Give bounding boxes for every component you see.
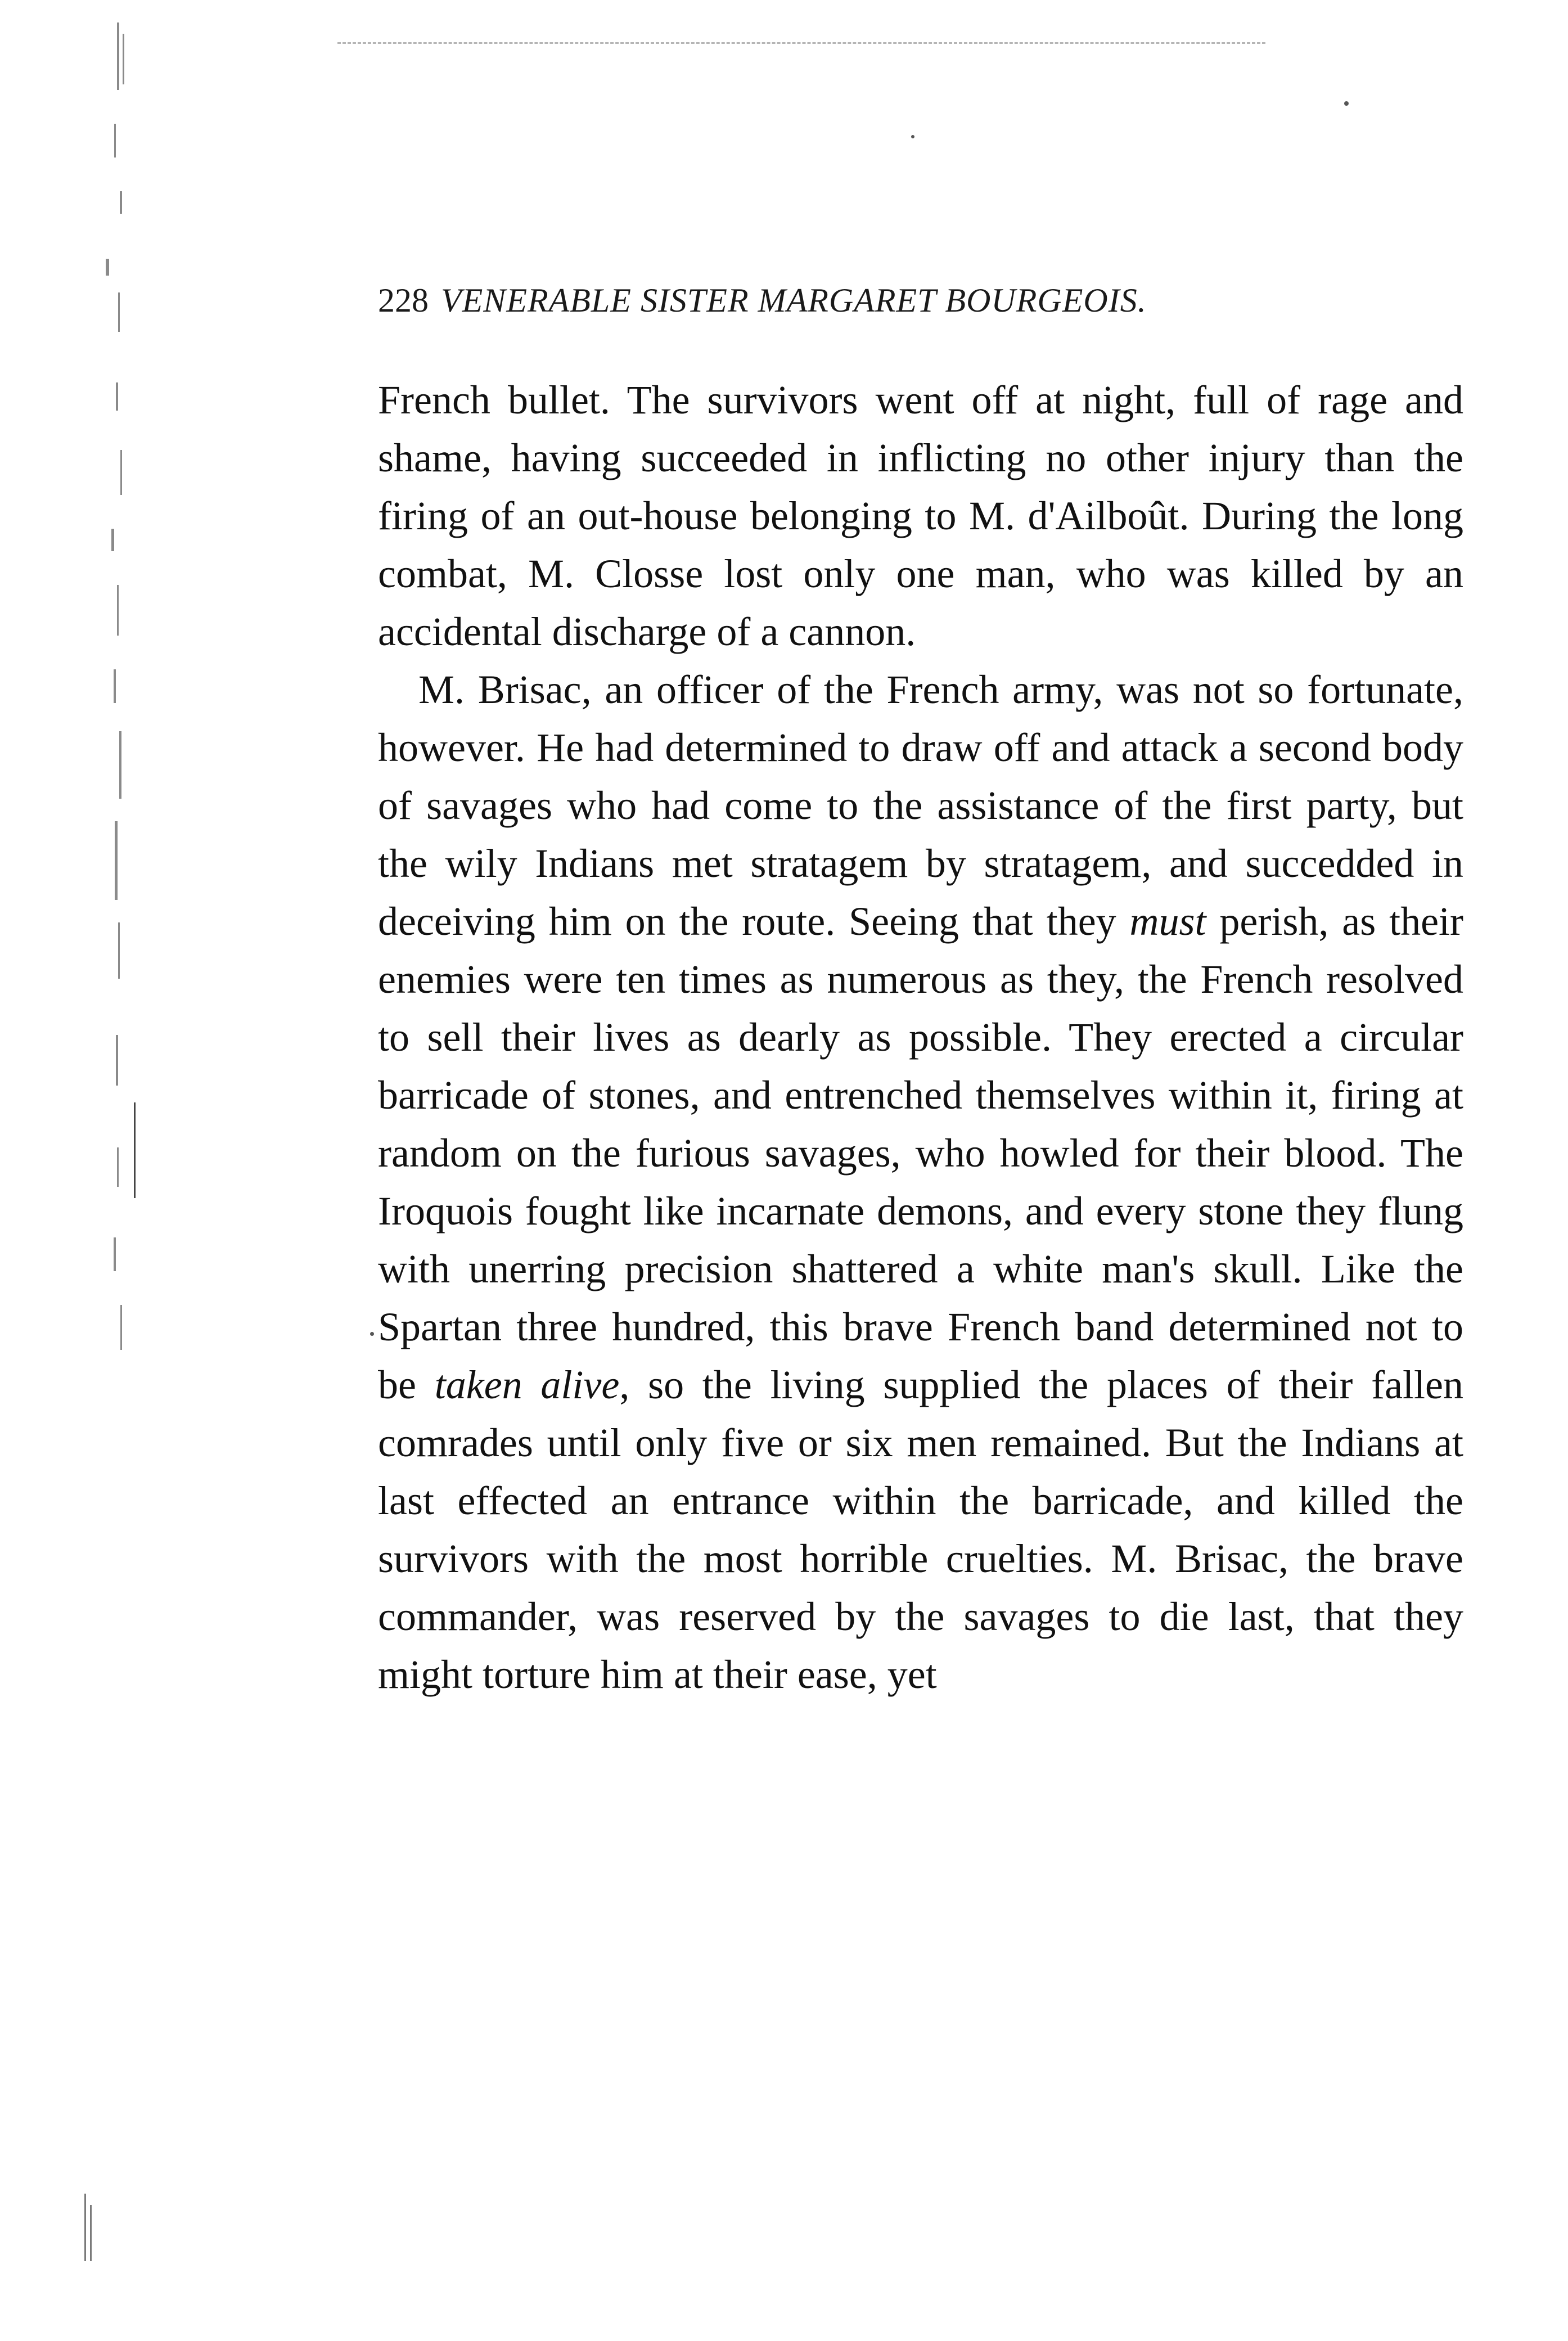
running-head bbox=[378, 281, 1447, 320]
scan-top-edge-line bbox=[337, 42, 1265, 44]
page-number: 228 bbox=[378, 282, 429, 319]
scan-speck bbox=[911, 135, 914, 138]
binding-gutter-marks-lower bbox=[84, 2194, 107, 2272]
italic-text-run: must bbox=[1129, 899, 1206, 944]
text-run: perish, as their enemies were ten times as numerous as they, the French resolved to sell their lives as dearly as possible. They erected a circular barricade of stones, and entrenched themselves within it, firing at random on the furious savages, who howled for their blood. The Iroquois fought like incarnate demons, and every stone they flung with unerring precision shattered a white man's skull. Like the Spartan three hundred, this brave French band determined not to be bbox=[378, 899, 1464, 1407]
paragraph bbox=[378, 661, 1463, 1704]
text-run: , so the living supplied the places of their fallen comrades until only five or six men remained. But the Indians at last effected an entrance within the barricade, and killed the survivors with the most horrible cruelties. M. Brisac, the brave commander, was reserved by the savages to die last, that they might torture him at their ease, yet bbox=[378, 1362, 1463, 1697]
scan-speck bbox=[370, 1332, 374, 1336]
text-run: French bullet. The survivors went off at night, full of rage and shame, having succeeded in inflicting no other injury than the firing of an out-house belonging to M. d'Ailboût. During the long combat, M. Closse lost only one man, who was killed by an accidental discharge of a cannon. bbox=[378, 377, 1463, 654]
scan-speck bbox=[1344, 101, 1349, 106]
text-run: M. Brisac, an officer of the French army, was not so fortunate, however. He had determined to draw off and attack a second body of savages who had come to the assistance of the first party, but the wily Indians met stratagem by stratagem, and succedded in deceiving him on the route. Seeing that they bbox=[378, 667, 1463, 944]
italic-text-run: taken alive bbox=[434, 1362, 620, 1407]
running-head-title: VENERABLE SISTER MARGARET BOURGEOIS. bbox=[441, 282, 1147, 319]
binding-gutter-marks bbox=[66, 22, 184, 1372]
body-text bbox=[378, 371, 1463, 1704]
paragraph bbox=[378, 371, 1463, 661]
